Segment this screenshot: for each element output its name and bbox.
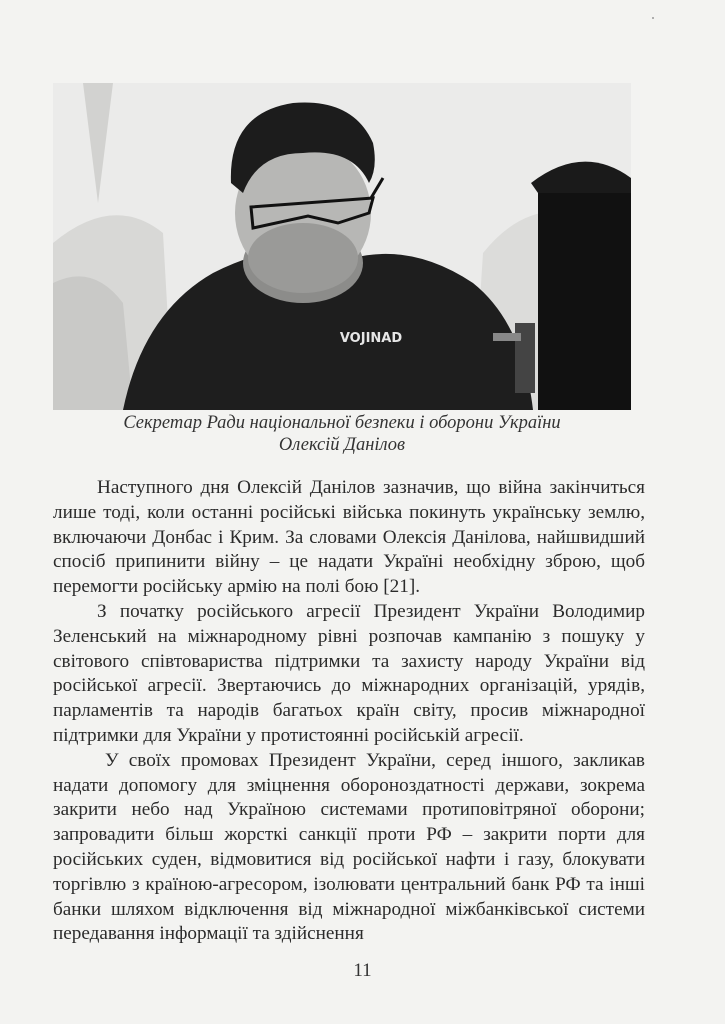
- portrait-photo: [53, 83, 631, 410]
- caption-line-title: Секретар Ради національної безпеки і оборони України: [123, 413, 561, 433]
- body-text: [53, 476, 645, 947]
- paragraph-3: У своїх промовах Президент України, серед іншого, закликав надати допомогу для зміцнення обороноздатності держави, зокрема закрити небо над Україною системами протиповітряної оборони; запровадити більш жорсткі санкції проти РФ – закрити порти для російських суден, відмовитися від російської нафти і газу, блокувати торгівлю з країною-агресором, ізолювати центральний банк РФ та інші банки шляхом відключення від міжнародної міжбанківської системи передавання інформації та здійснення: [53, 749, 645, 945]
- page-number: 11: [353, 960, 372, 981]
- portrait-image: [53, 83, 631, 410]
- svg-text:VOJINAD: VOJINAD: [339, 331, 403, 346]
- paragraph-1: Наступного дня Олексій Данілов зазначив, що війна закінчиться лише тоді, коли останні російські війська покинуть українську землю, включаючи Донбас і Крим. За словами Олексія Данілова, найшвидший спосіб припинити війну – це надати Україні необхідну зброю, щоб перемогти російську армію на полі бою [21].: [53, 477, 645, 598]
- scan-speck: [652, 17, 654, 19]
- figure-caption: [53, 412, 631, 456]
- paragraph-2: З початку російського агресії Президент України Володимир Зеленський на міжнародному рівні розпочав кампанію з пошуку у світового співтовариства підтримки та захисту народу України від російської агресії. Звертаючись до міжнародних організацій, урядів, парламентів та народів багатьох країн світу, просив міжнародної підтримки для України у протистоянні російській агресії.: [53, 600, 645, 746]
- caption-line-name: Олексій Данілов: [278, 435, 406, 455]
